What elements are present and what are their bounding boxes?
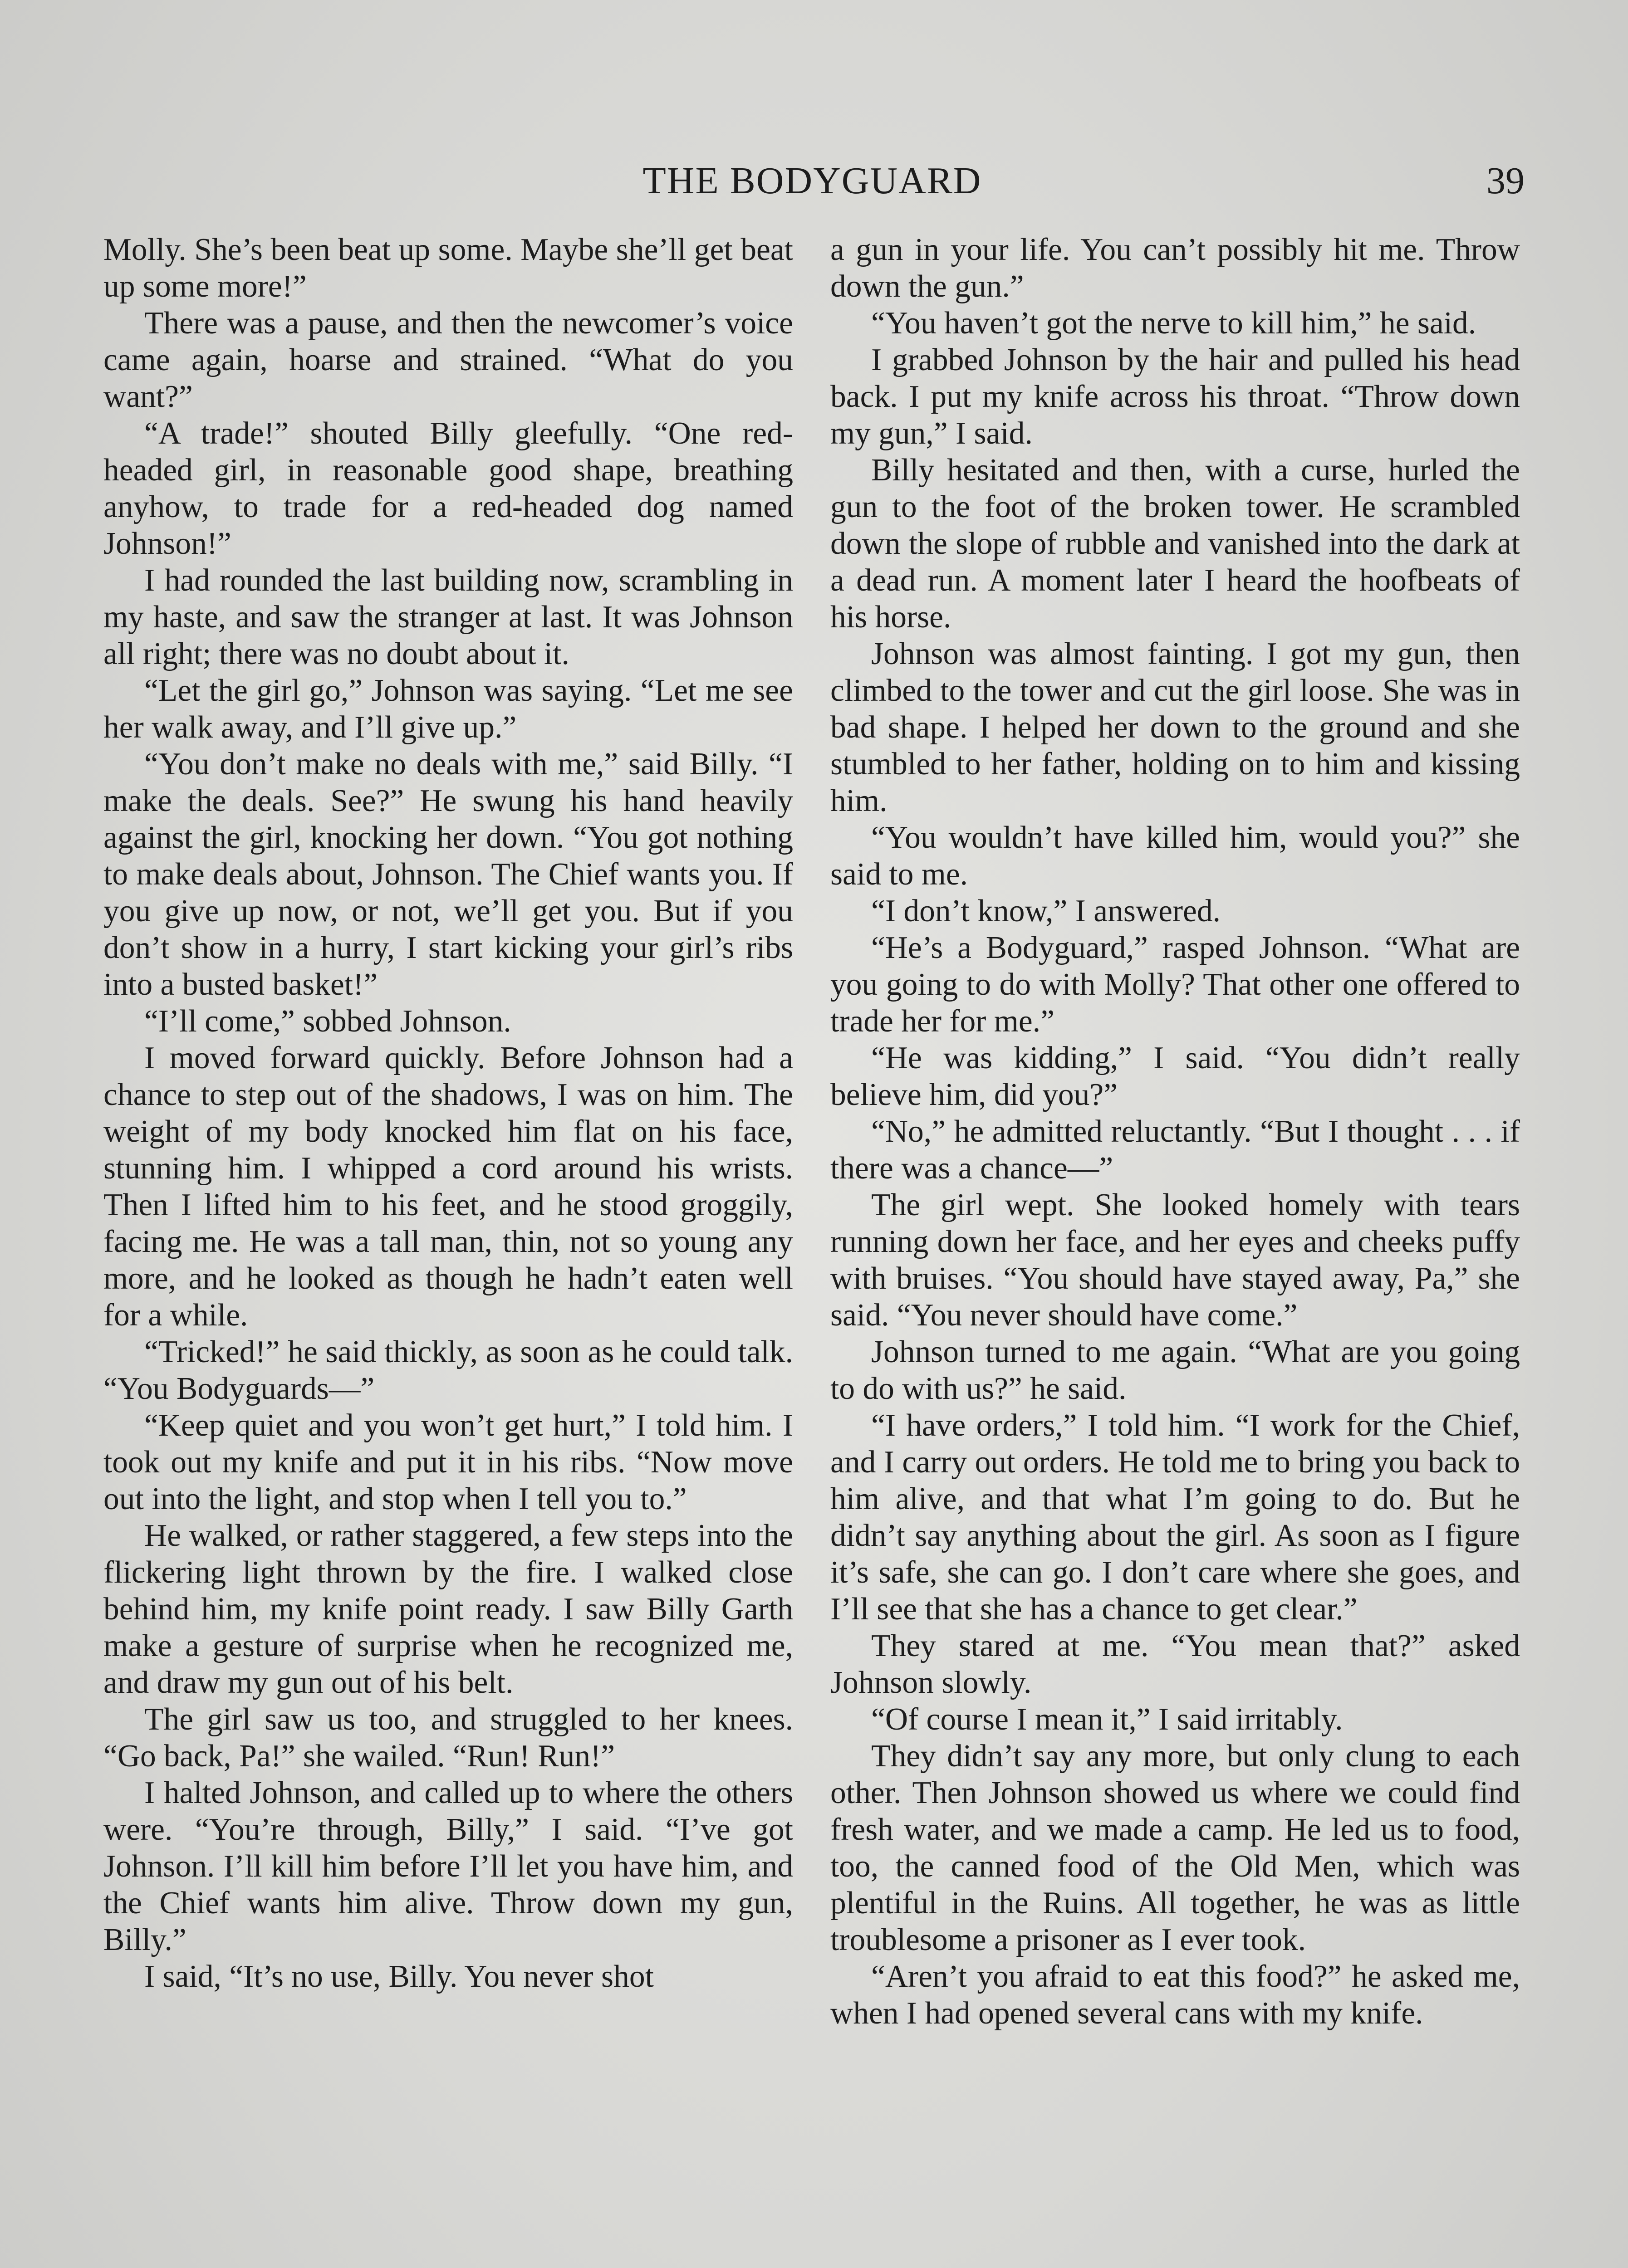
paragraph: Johnson was almost fainting. I got my gun, then climbed to the tower and cut the girl loose. She was in bad shape. I helped her down to the ground and she stumbled to her father, holding on to him and kissing him.: [830, 636, 1520, 818]
paragraph: I halted Johnson, and called up to where the others were. “You’re through, Billy,” I said. “I’ve got Johnson. I’ll kill him before I’ll let you have him, and the Chief wants him alive. Throw down my gun, Billy.”: [103, 1775, 793, 1957]
paragraph: I moved forward quickly. Before Johnson had a chance to step out of the shadows, I was on him. The weight of my body knocked him flat on his face, stunning him. I whipped a cord around his wrists. Then I lifted him to his feet, and he stood groggily, facing me. He was a tall man, thin, not so young any more, and he looked as though he hadn’t eaten well for a while.: [103, 1041, 793, 1333]
paragraph: “No,” he admitted reluctantly. “But I thought . . . if there was a chance—”: [830, 1114, 1520, 1186]
paragraph: “Let the girl go,” Johnson was saying. “Let me see her walk away, and I’ll give up.”: [103, 673, 793, 745]
paragraph: Billy hesitated and then, with a curse, hurled the gun to the foot of the broken tower. He scrambled down the slope of rubble and vanished into the dark at a dead run. A moment later I heard the hoofbeats of his horse.: [830, 453, 1520, 635]
paragraph: “You haven’t got the nerve to kill him,” he said.: [871, 306, 1476, 341]
paragraph: There was a pause, and then the newcomer’s voice came again, hoarse and strained. “What do you want?”: [103, 306, 793, 414]
paragraph: They didn’t say any more, but only clung to each other. Then Johnson showed us where we could find fresh water, and we made a camp. He led us to food, too, the canned food of the Old Men, which was plentiful in the Ruins. All together, he was as little troublesome a prisoner as I ever took.: [830, 1739, 1520, 1957]
running-head: [100, 159, 1525, 209]
paragraph: “He’s a Bodyguard,” rasped Johnson. “What are you going to do with Molly? That other one offered to trade her for me.”: [830, 930, 1520, 1039]
paragraph: “A trade!” shouted Billy gleefully. “One red-headed girl, in reasonable good shape, breathing anyhow, to trade for a red-headed dog named Johnson!”: [103, 416, 793, 561]
paragraph: “Of course I mean it,” I said irritably.: [871, 1702, 1343, 1737]
paragraph: “You wouldn’t have killed him, would you?” she said to me.: [830, 820, 1520, 892]
paragraph: “I have orders,” I told him. “I work for the Chief, and I carry out orders. He told me to bring you back to him alive, and that what I’m going to do. But he didn’t say anything about the girl. As soon as I figure it’s safe, she can go. I don’t care where she goes, and I’ll see that she has a chance to get clear.”: [830, 1408, 1520, 1627]
paragraph: “Keep quiet and you won’t get hurt,” I told him. I took out my knife and put it in his ribs. “Now move out into the light, and stop when I tell you to.”: [103, 1408, 793, 1516]
paragraph: Molly. She’s been beat up some. Maybe she’ll get beat up some more!”: [103, 232, 793, 304]
paragraph: The girl wept. She looked homely with tears running down her face, and her eyes and cheeks puffy with bruises. “You should have stayed away, Pa,” she said. “You never should have come.”: [830, 1188, 1520, 1333]
paragraph: “You don’t make no deals with me,” said Billy. “I make the deals. See?” He swung his hand heavily against the girl, knocking her down. “You got nothing to make deals about, Johnson. The Chief wants you. If you give up now, or not, we’ll get you. But if you don’t show in a hurry, I start kicking your girl’s ribs into a busted basket!”: [103, 747, 793, 1002]
left-column: [103, 231, 793, 1995]
running-title: THE BODYGUARD: [642, 160, 982, 202]
paragraph: He walked, or rather staggered, a few steps into the flickering light thrown by the fire. I walked close behind him, my knife point ready. I saw Billy Garth make a gesture of surprise when he recognized me, and draw my gun out of his belt.: [103, 1518, 793, 1700]
paragraph: The girl saw us too, and struggled to her knees. “Go back, Pa!” she wailed. “Run! Run!”: [103, 1702, 793, 1774]
paragraph: “Aren’t you afraid to eat this food?” he asked me, when I had opened several cans with my knife.: [830, 1959, 1520, 2031]
paragraph: a gun in your life. You can’t possibly hit me. Throw down the gun.”: [830, 232, 1520, 304]
page-number: 39: [1486, 160, 1525, 202]
paragraph: “He was kidding,” I said. “You didn’t really believe him, did you?”: [830, 1041, 1520, 1112]
paragraph: They stared at me. “You mean that?” asked Johnson slowly.: [830, 1628, 1520, 1700]
right-column: [830, 231, 1520, 2032]
paragraph: I grabbed Johnson by the hair and pulled his head back. I put my knife across his throat. “Throw down my gun,” I said.: [830, 342, 1520, 451]
paragraph: Johnson turned to me again. “What are you going to do with us?” he said.: [830, 1334, 1520, 1406]
paragraph: “I’ll come,” sobbed Johnson.: [144, 1004, 511, 1039]
paragraph: “I don’t know,” I answered.: [871, 894, 1221, 929]
paragraph: I had rounded the last building now, scrambling in my haste, and saw the stranger at last. It was Johnson all right; there was no doubt about it.: [103, 563, 793, 671]
paragraph: I said, “It’s no use, Billy. You never shot: [144, 1959, 654, 1994]
paragraph: “Tricked!” he said thickly, as soon as he could talk. “You Bodyguards—”: [103, 1334, 793, 1406]
